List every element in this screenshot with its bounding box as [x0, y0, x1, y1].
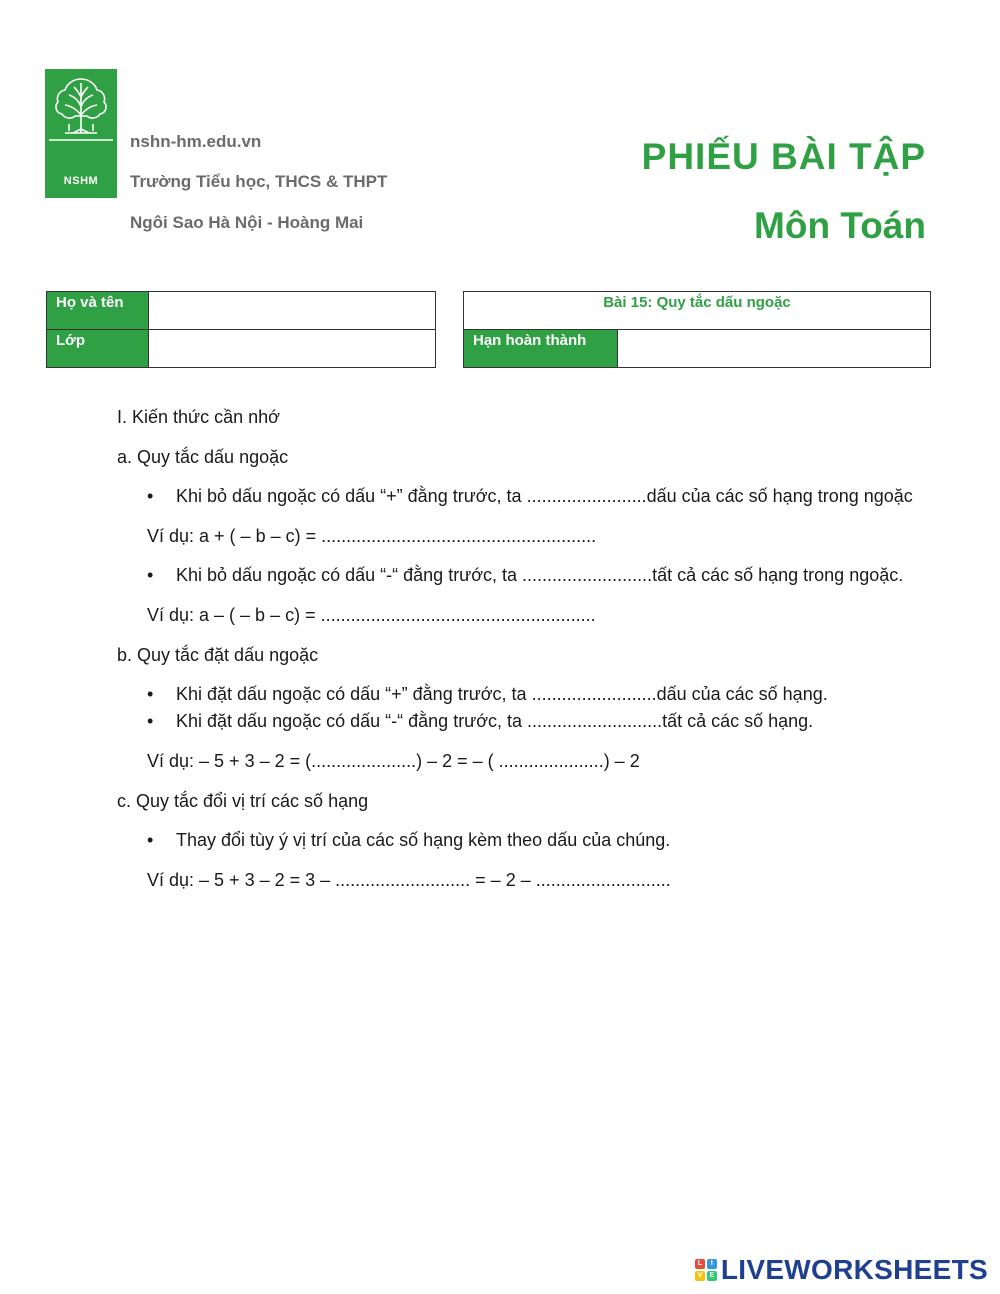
lesson-title: Bài 15: Quy tắc dấu ngoặc — [464, 292, 931, 330]
section-a-list-2 — [117, 562, 917, 589]
liveworksheets-logo-icon — [695, 1259, 717, 1281]
section-heading: I. Kiến thức cần nhớ — [117, 407, 280, 427]
name-label: Họ và tên — [47, 292, 149, 330]
lesson-info-table — [463, 291, 931, 368]
section-b-title: b. Quy tắc đặt dấu ngoặc — [117, 645, 319, 665]
student-info-table — [46, 291, 436, 368]
section-a-example-2: Ví dụ: a – ( – b – c) = ....................................................... — [147, 605, 596, 625]
worksheet-title: PHIẾU BÀI TẬP — [641, 136, 926, 177]
class-label: Lớp — [47, 330, 149, 368]
logo-square: L — [695, 1259, 705, 1269]
section-b-example: Ví dụ: – 5 + 3 – 2 = (.....................) – 2 = – ( .....................) – 2 — [147, 751, 640, 771]
website-link[interactable]: nshn-hm.edu.vn — [130, 132, 262, 151]
deadline-field[interactable] — [618, 330, 931, 368]
subject-title: Môn Toán — [754, 205, 926, 246]
liveworksheets-watermark[interactable] — [695, 1252, 988, 1288]
liveworksheets-brand: LIVEWORKSHEETS — [720, 1254, 988, 1285]
class-field[interactable] — [149, 330, 436, 368]
section-b-bullet-1: • Khi đặt dấu ngoặc có dấu “+” đằng trước, ta .........................dấu của các số hạng. — [176, 681, 917, 708]
section-a-example-1: Ví dụ: a + ( – b – c) = ....................................................... — [147, 526, 597, 546]
section-c-bullet-1: • Thay đổi tùy ý vị trí của các số hạng kèm theo dấu của chúng. — [176, 827, 917, 854]
worksheet-content — [117, 404, 917, 894]
logo-square: I — [707, 1259, 717, 1269]
section-a-bullet-2: • Khi bỏ dấu ngoặc có dấu “-“ đằng trước, ta ..........................tất cả các số hạng trong ngoặc. — [176, 562, 917, 589]
school-name-line1: Trường Tiểu học, THCS & THPT — [130, 172, 388, 191]
section-b-bullet-2: • Khi đặt dấu ngoặc có dấu “-“ đằng trước, ta ...........................tất cả các số hạng. — [176, 708, 917, 735]
school-logo — [45, 69, 117, 198]
school-name-line2: Ngôi Sao Hà Nội - Hoàng Mai — [130, 213, 364, 232]
section-a-list-1 — [117, 483, 917, 510]
deadline-label: Hạn hoàn thành — [464, 330, 618, 368]
section-b-list — [117, 681, 917, 735]
section-a-bullet-1: • Khi bỏ dấu ngoặc có dấu “+” đằng trước, ta ........................dấu của các số hạng trong ngoặc — [176, 483, 917, 510]
logo-square: V — [695, 1271, 705, 1281]
section-c-example: Ví dụ: – 5 + 3 – 2 = 3 – ........................... = – 2 – ........................... — [147, 870, 671, 890]
tree-icon — [45, 69, 117, 169]
section-c-title: c. Quy tắc đổi vị trí các số hạng — [117, 791, 369, 811]
section-a-title: a. Quy tắc dấu ngoặc — [117, 447, 289, 467]
logo-text: NSHM — [63, 175, 99, 187]
section-c-list — [117, 827, 917, 854]
logo-square: E — [707, 1271, 717, 1281]
name-field[interactable] — [149, 292, 436, 330]
